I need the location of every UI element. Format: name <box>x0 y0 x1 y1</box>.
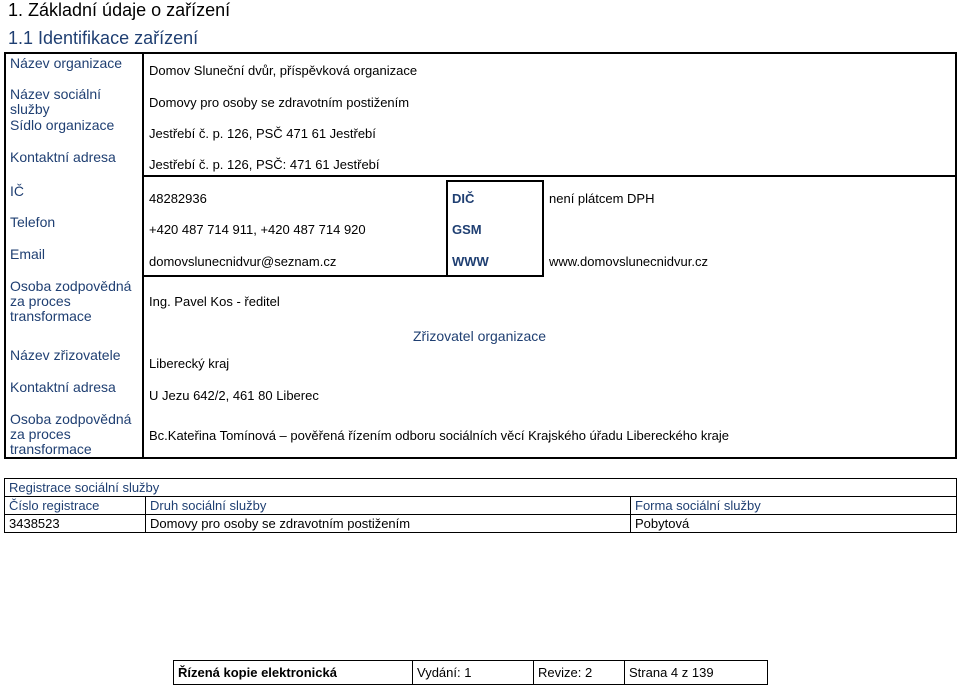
seat-label: Sídlo organizace <box>10 117 115 133</box>
ic-value: 48282936 <box>149 191 207 206</box>
phone-label: Telefon <box>10 214 56 230</box>
gsm-label: GSM <box>452 222 482 237</box>
registration-header: Druh sociální služby <box>146 497 631 515</box>
footer-edition: Vydání: 1 <box>413 661 534 685</box>
registration-cell: Domovy pro osoby se zdravotním postižením <box>146 515 631 533</box>
founder-responsible-label: Osoba zodpovědná za proces transformace <box>10 411 132 457</box>
registration-cell: Pobytová <box>631 515 957 533</box>
founder-contact-value: U Jezu 642/2, 461 80 Liberec <box>149 388 319 403</box>
registration-title: Registrace sociální služby <box>5 479 957 497</box>
org-name-value: Domov Sluneční dvůr, příspěvková organizace <box>149 63 418 78</box>
founder-name-value: Liberecký kraj <box>149 356 230 371</box>
dic-value: není plátcem DPH <box>549 191 655 206</box>
seat-value: Jestřebí č. p. 126, PSČ 471 61 Jestřebí <box>149 126 376 141</box>
founder-responsible-value: Bc.Kateřina Tomínová – pověřená řízením odboru sociálních věcí Krajského úřadu Libereckého kraje <box>149 428 730 443</box>
dic-label: DIČ <box>452 191 475 206</box>
service-name-label: Název sociální služby <box>10 86 102 117</box>
registration-header: Číslo registrace <box>5 497 146 515</box>
responsible-value: Ing. Pavel Kos - ředitel <box>149 294 280 309</box>
registration-table <box>4 478 957 533</box>
responsible-label: Osoba zodpovědná za proces transformace <box>10 278 132 324</box>
footer-copy-label: Řízená kopie elektronická <box>174 661 413 685</box>
subsection-heading: 1.1 Identifikace zařízení <box>8 28 199 48</box>
registration-header: Forma sociální služby <box>631 497 957 515</box>
email-label: Email <box>10 246 46 262</box>
www-label: WWW <box>452 254 489 269</box>
contact-address-value: Jestřebí č. p. 126, PSČ: 471 61 Jestřebí <box>149 157 380 172</box>
ic-label: IČ <box>10 183 24 199</box>
footer-revision: Revize: 2 <box>534 661 625 685</box>
service-name-value: Domovy pro osoby se zdravotním postižením <box>149 95 410 110</box>
registration-cell: 3438523 <box>5 515 146 533</box>
footer-table <box>173 660 768 685</box>
www-value[interactable]: www.domovslunecnidvur.cz <box>549 254 708 269</box>
founder-contact-label: Kontaktní adresa <box>10 379 116 395</box>
email-value[interactable]: domovslunecnidvur@seznam.cz <box>149 254 337 269</box>
footer-page: Strana 4 z 139 <box>625 661 768 685</box>
founder-name-label: Název zřizovatele <box>10 347 121 363</box>
contact-address-label: Kontaktní adresa <box>10 149 116 165</box>
phone-value: +420 487 714 911, +420 487 714 920 <box>149 222 366 237</box>
org-name-label: Název organizace <box>10 55 123 71</box>
section-heading: 1. Základní údaje o zařízení <box>8 0 231 20</box>
founder-section-title: Zřizovatel organizace <box>413 328 547 344</box>
